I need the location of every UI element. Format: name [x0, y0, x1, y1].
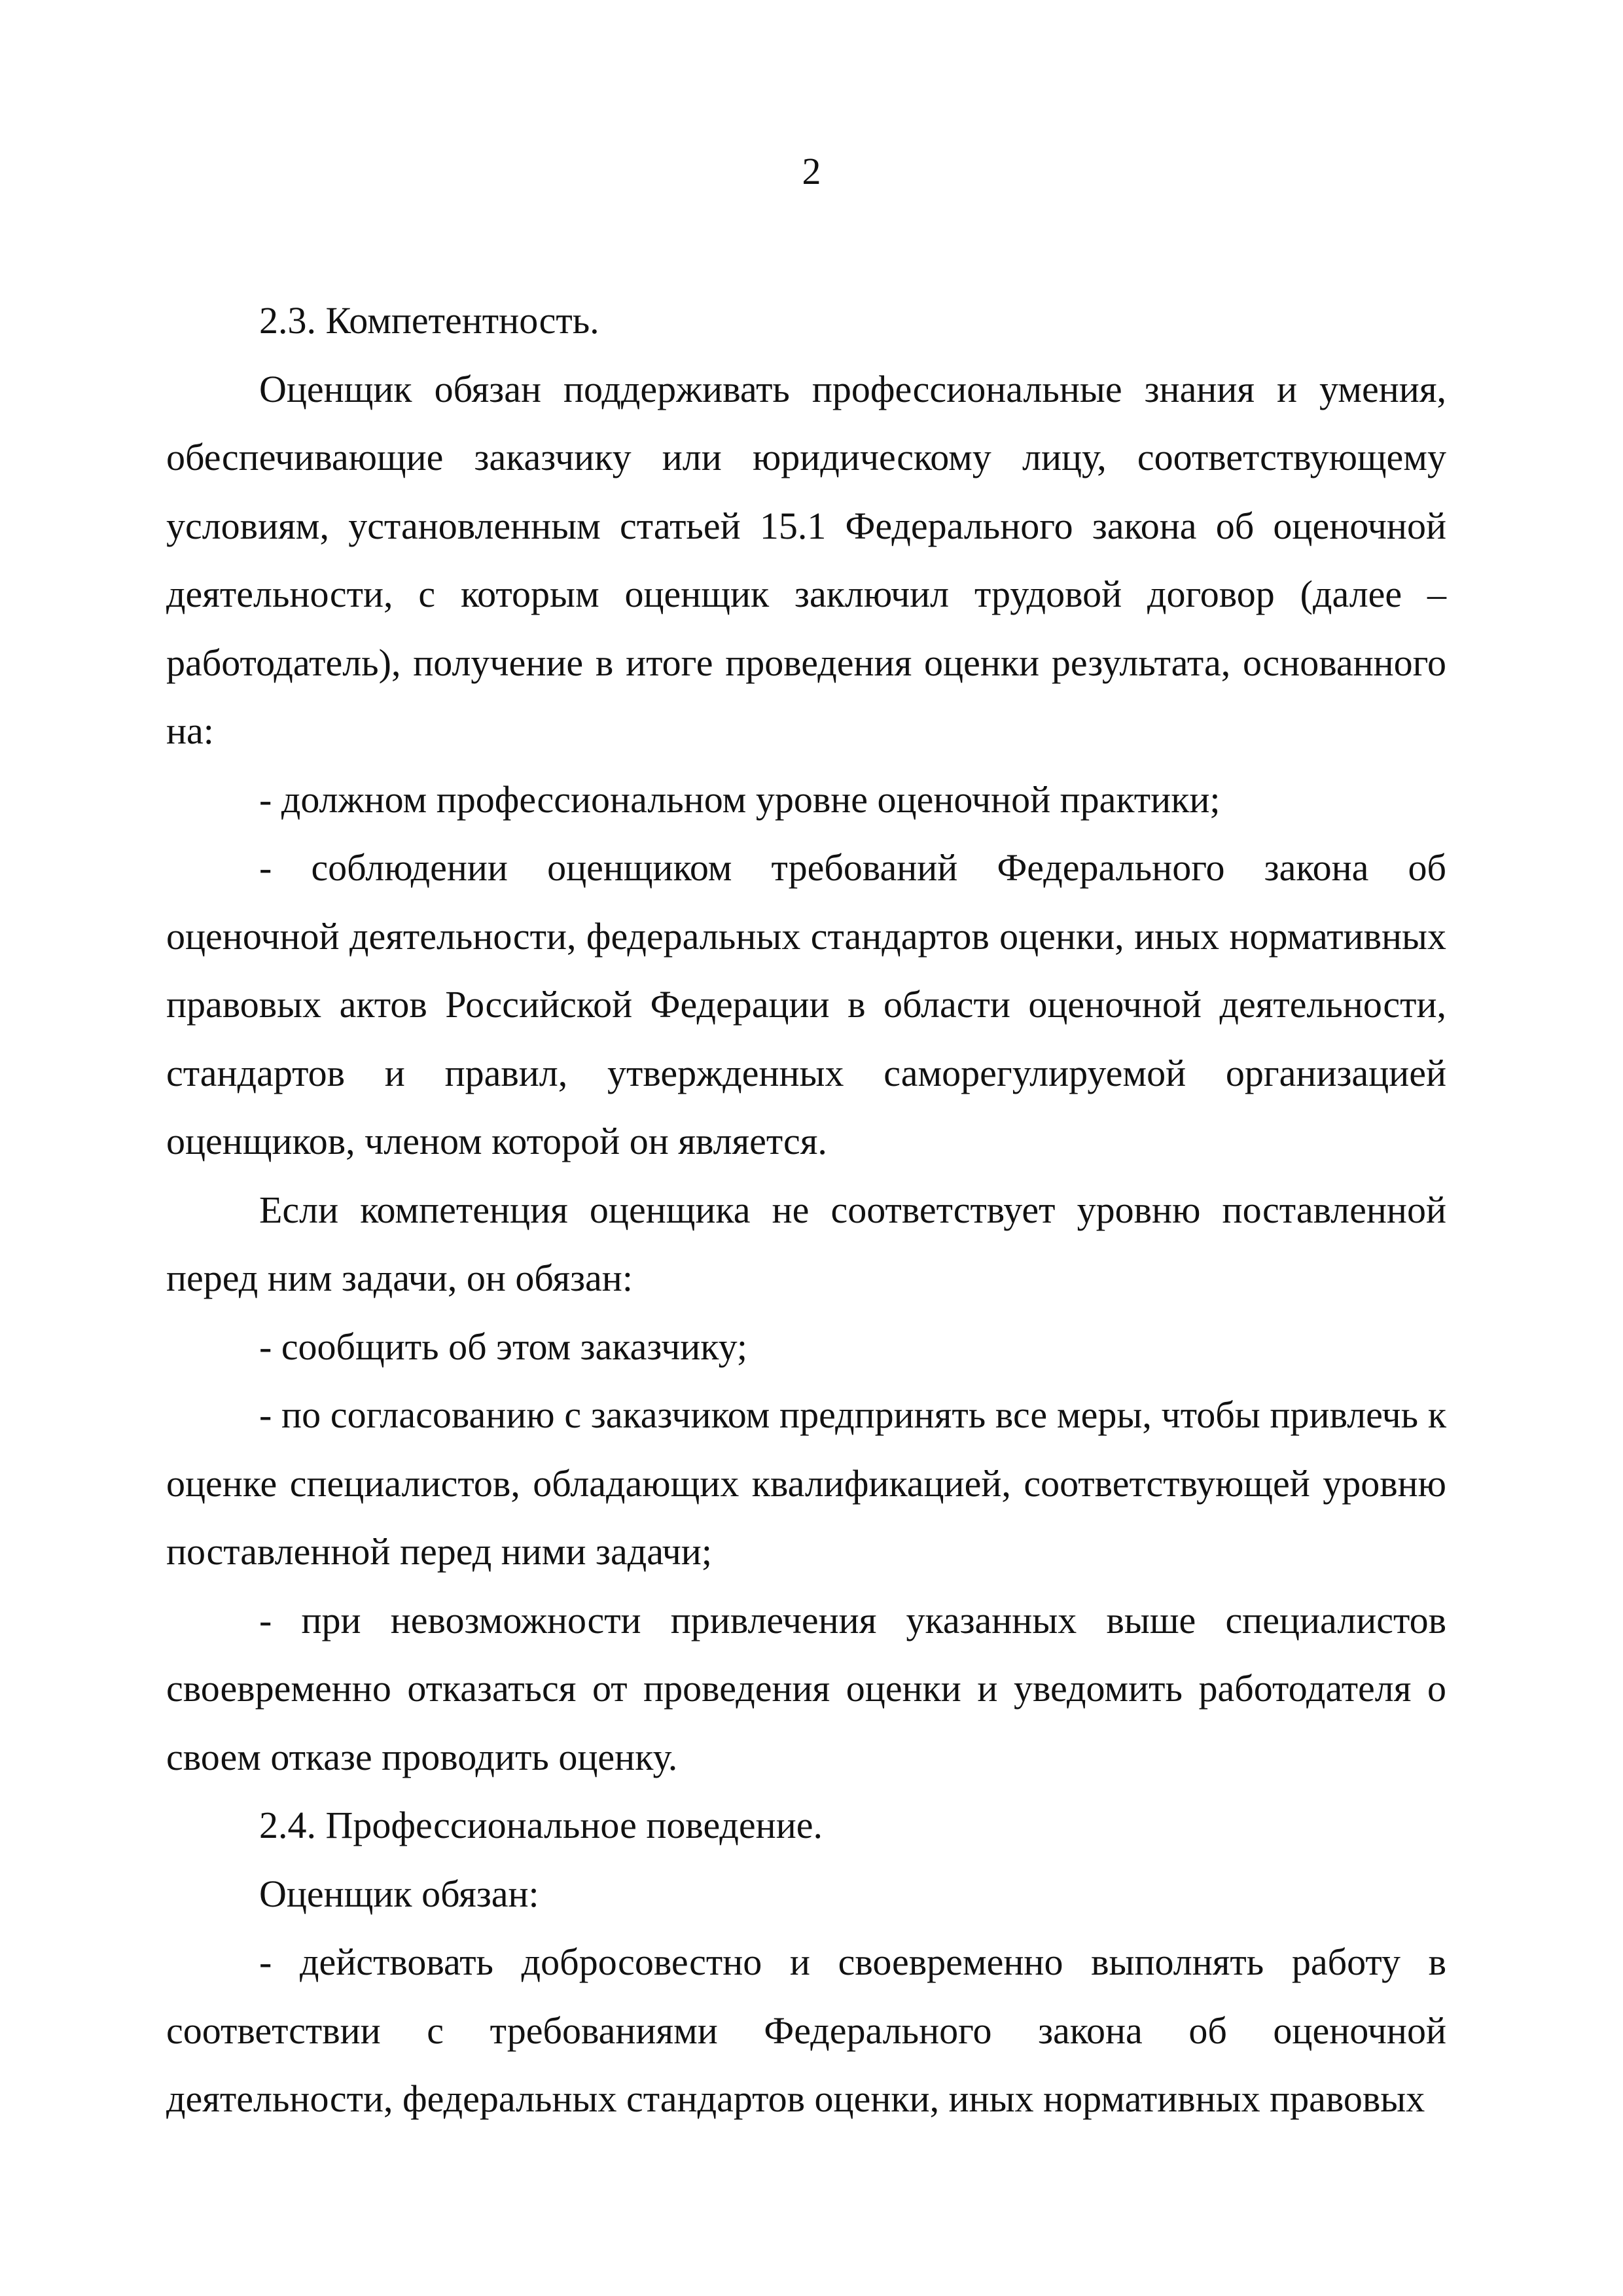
paragraph-competence-obligation: Оценщик обязан поддерживать профессиональные знания и умения, обеспечивающие заказчику или юридическому лицу, соответствующему условиям, установленным статьей 15.1 Федерального закона об оценочной деятельности, с которым оценщик заключил трудовой договор (далее – работодатель), получение в итоге проведения оценки результата, основанного на:	[166, 367, 1446, 752]
section-heading-competence: 2.3. Компетентность.	[259, 299, 599, 342]
list-item-engage-specialists: - по согласованию с заказчиком предпринять все меры, чтобы привлечь к оценке специалистов, обладающих квалификацией, соответствующей уровню поставленной перед ними задачи;	[166, 1393, 1446, 1573]
list-item-act-in-good-faith: - действовать добросовестно и своевременно выполнять работу в соответствии с требованиями Федерального закона об оценочной деятельности, федеральных стандартов оценки, иных нормативных правовых	[166, 1941, 1446, 2120]
section-heading-professional-conduct: 2.4. Профессиональное поведение.	[259, 1804, 823, 1846]
paragraph-competence-mismatch: Если компетенция оценщика не соответствует уровню поставленной перед ним задачи, он обязан:	[166, 1188, 1446, 1299]
list-item-professional-level: - должном профессиональном уровне оценочной практики;	[259, 778, 1221, 821]
page-number: 2	[802, 150, 821, 192]
list-item-inform-customer: - сообщить об этом заказчику;	[259, 1325, 748, 1368]
paragraph-appraiser-obliged: Оценщик обязан:	[259, 1872, 539, 1915]
list-item-law-compliance: - соблюдении оценщиком требований Федерального закона об оценочной деятельности, федеральных стандартов оценки, иных нормативных правовых актов Российской Федерации в области оценочной деятельности, стандартов и правил, утвержденных саморегулируемой организацией оценщиков, членом которой он является.	[166, 846, 1446, 1162]
document-body	[166, 287, 1446, 2134]
list-item-refuse-assessment: - при невозможности привлечения указанных выше специалистов своевременно отказаться от проведения оценки и уведомить работодателя о своем отказе проводить оценку.	[166, 1598, 1446, 1778]
